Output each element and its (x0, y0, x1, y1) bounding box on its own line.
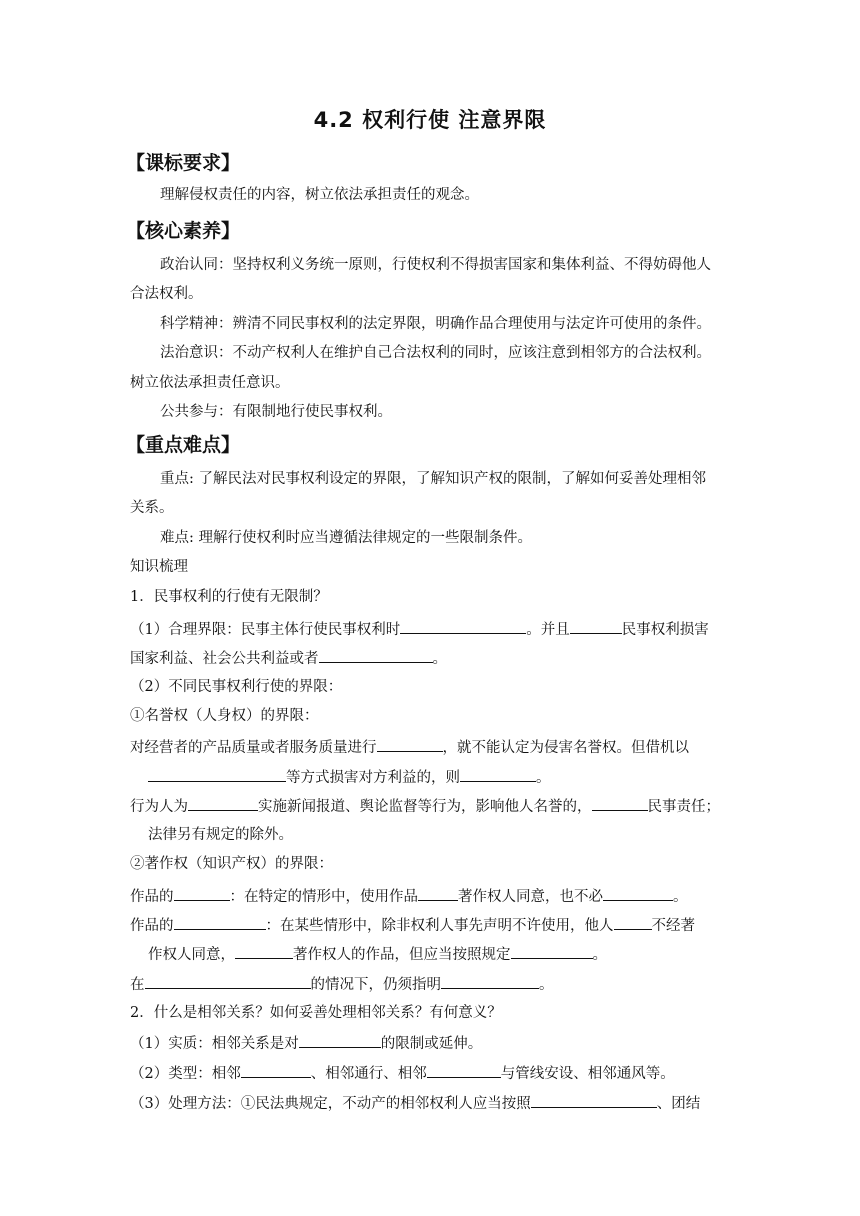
copyright-line-3 (148, 942, 748, 966)
standards-text: 理解侵权责任的内容，树立依法承担责任的观念。 (160, 187, 479, 203)
reputation-line-2 (148, 765, 748, 789)
q1-part1-line (130, 617, 730, 641)
page-title: 4.2 权利行使 注意界限 (313, 108, 547, 132)
q1-part1-text-c: 民事权利损害 (621, 622, 709, 638)
q2-part2-line (130, 1061, 730, 1085)
reputation-line-3 (130, 794, 730, 818)
q2-text-1b: 的限制或延伸。 (380, 1036, 483, 1052)
q1-part1-text-a: （1）合理界限：民事主体行使民事权利时 (130, 622, 401, 638)
cp-text-d2: 的情况下，仍须指明 (310, 977, 441, 993)
question-2: 2．什么是相邻关系？如何妥善处理相邻关系？有何意义？ (130, 1005, 502, 1021)
q2-text-3b: 、团结 (656, 1096, 701, 1112)
reputation-line-4: 法律另有规定的除外。 (148, 827, 293, 843)
answer-blank[interactable] (299, 1031, 381, 1048)
cp-text-b1: 作品的 (130, 918, 174, 934)
q1-part1-text-e: 。 (432, 651, 447, 667)
q2-text-2c: 与管线安设、相邻通风等。 (500, 1066, 675, 1082)
literacy-science: 科学精神：辨清不同民事权利的法定界限，明确作品合理使用与法定许可使用的条件。 (160, 316, 711, 332)
answer-blank[interactable] (531, 1091, 657, 1108)
copyright-line-1 (130, 884, 730, 908)
cp-text-b2: ：在某些情形中，除非权利人事先声明不许使用，他人 (265, 918, 614, 934)
key-point-cont: 关系。 (130, 500, 174, 516)
answer-blank[interactable] (235, 942, 293, 959)
cp-text-b3: 不经著 (651, 918, 695, 934)
answer-blank[interactable] (460, 765, 536, 782)
key-point: 重点: 了解民法对民事权利设定的界限，了解知识产权的限制，了解如何妥善处理相邻 (160, 471, 706, 487)
cp-text-a4: 。 (673, 889, 688, 905)
knowledge-label: 知识梳理 (130, 559, 188, 575)
copyright-line-2 (130, 913, 730, 937)
answer-blank[interactable] (188, 794, 258, 811)
reputation-title: ①名誉权（人身权）的界限： (130, 708, 319, 724)
literacy-law: 法治意识：不动产权利人在维护自己合法权利的同时，应该注意到相邻方的合法权利。 (160, 345, 711, 361)
literacy-political: 政治认同：坚持权利义务统一原则，行使权利不得损害国家和集体利益、不得妨碍他人 (160, 257, 711, 273)
rep-text-a2: ，就不能认定为侵害名誉权。但借机以 (442, 740, 689, 756)
rep-text-b2: 。 (536, 770, 551, 786)
answer-blank[interactable] (441, 972, 539, 989)
literacy-public: 公共参与：有限制地行使民事权利。 (160, 404, 392, 420)
q2-text-1a: （1）实质：相邻关系是对 (130, 1036, 299, 1052)
q1-part1-line-2 (130, 646, 730, 670)
reputation-line-1 (130, 735, 730, 759)
literacy-law-cont: 树立依法承担责任意识。 (130, 375, 290, 391)
answer-blank[interactable] (592, 794, 648, 811)
answer-blank[interactable] (427, 1061, 501, 1078)
q2-part1-line (130, 1031, 730, 1055)
answer-blank[interactable] (570, 617, 622, 634)
rep-text-c3: 民事责任； (647, 799, 720, 815)
answer-blank[interactable] (418, 884, 458, 901)
cp-text-a2: ：在特定的情形中，使用作品 (229, 889, 418, 905)
answer-blank[interactable] (400, 617, 526, 634)
answer-blank[interactable] (319, 646, 433, 663)
copyright-title: ②著作权（知识产权）的界限： (130, 856, 333, 872)
cp-text-c2: 著作权人的作品，但应当按照规定 (293, 947, 511, 963)
q1-part1-text-d: 国家利益、社会公共利益或者 (130, 651, 319, 667)
rep-text-c1: 行为人为 (130, 799, 188, 815)
question-1: 1．民事权利的行使有无限制？ (130, 589, 328, 605)
answer-blank[interactable] (174, 884, 230, 901)
answer-blank[interactable] (145, 972, 311, 989)
q2-part3-line (130, 1091, 730, 1115)
cp-text-d3: 。 (539, 977, 554, 993)
answer-blank[interactable] (614, 913, 652, 930)
answer-blank[interactable] (603, 884, 673, 901)
answer-blank[interactable] (241, 1061, 311, 1078)
rep-text-c2: 实施新闻报道、舆论监督等行为，影响他人名誉的， (258, 799, 592, 815)
difficult-point: 难点: 理解行使权利时应当遵循法律规定的一些限制条件。 (160, 530, 532, 546)
rep-text-a1: 对经营者的产品质量或者服务质量进行 (130, 740, 377, 756)
cp-text-c3: 。 (592, 947, 607, 963)
cp-text-a1: 作品的 (130, 889, 174, 905)
answer-blank[interactable] (174, 913, 266, 930)
rep-text-b1: 等方式损害对方利益的，则 (286, 770, 460, 786)
q1-part2: （2）不同民事权利行使的界限： (130, 679, 343, 695)
q2-text-2b: 、相邻通行、相邻 (310, 1066, 427, 1082)
heading-key-points: 【重点难点】 (126, 434, 241, 456)
q2-text-3a: （3）处理方法：①民法典规定，不动产的相邻权利人应当按照 (130, 1096, 531, 1112)
answer-blank[interactable] (148, 765, 286, 782)
cp-text-d1: 在 (130, 977, 145, 993)
literacy-political-cont: 合法权利。 (130, 286, 203, 302)
answer-blank[interactable] (511, 942, 593, 959)
q1-part1-text-b: 。并且 (526, 622, 570, 638)
q2-text-2a: （2）类型：相邻 (130, 1066, 241, 1082)
cp-text-c1: 作权人同意， (148, 947, 235, 963)
heading-standards: 【课标要求】 (126, 152, 241, 174)
copyright-line-4 (130, 972, 730, 996)
heading-literacy: 【核心素养】 (126, 220, 241, 242)
answer-blank[interactable] (377, 735, 443, 752)
cp-text-a3: 著作权人同意，也不必 (458, 889, 603, 905)
